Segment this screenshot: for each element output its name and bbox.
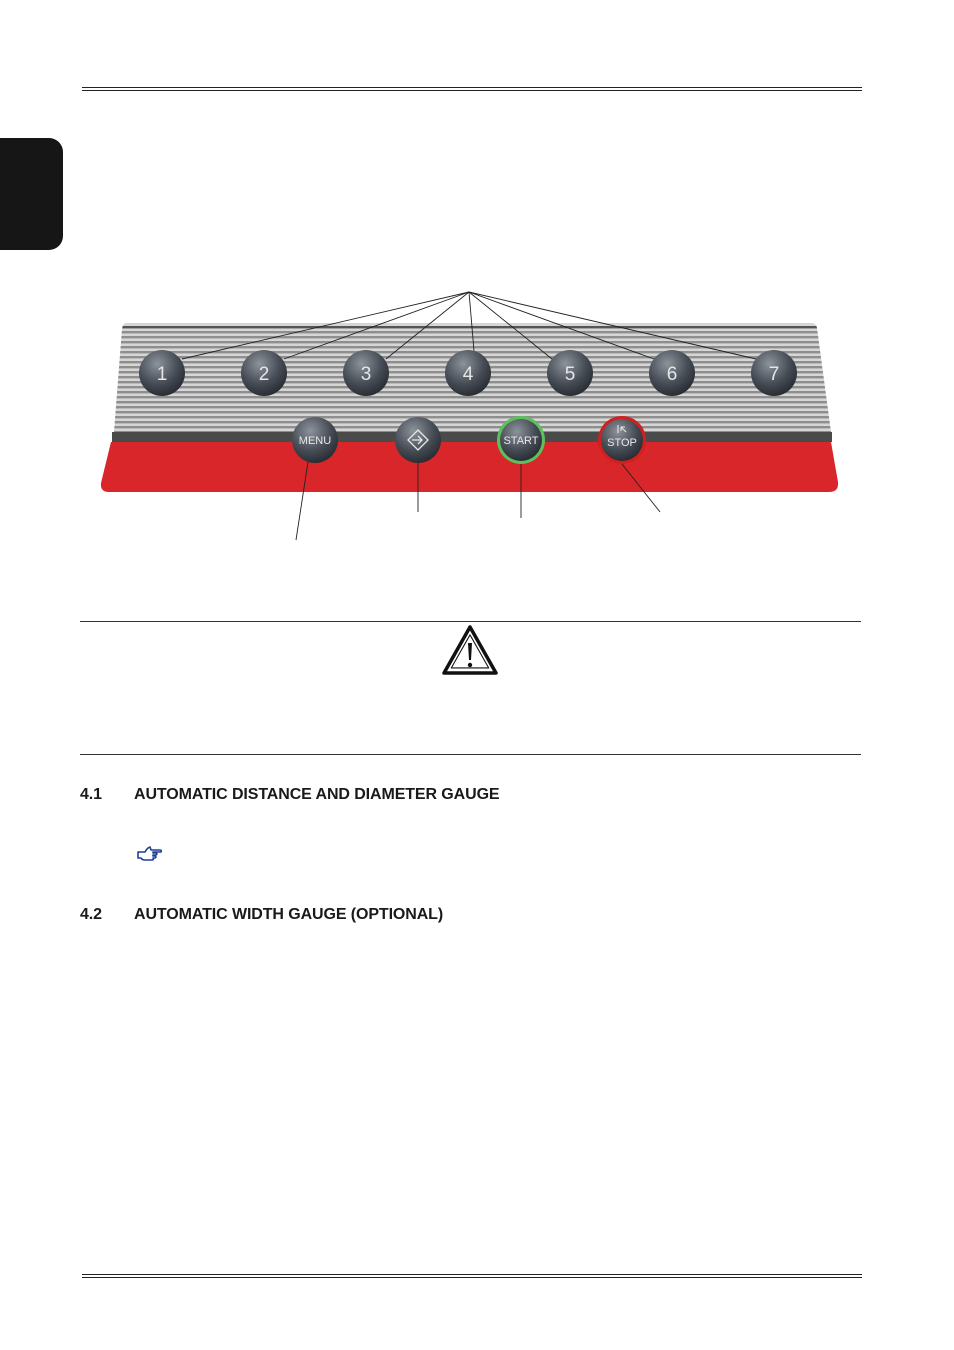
number-key-4[interactable] bbox=[445, 350, 491, 396]
start-button[interactable] bbox=[497, 416, 545, 464]
warning-triangle-icon bbox=[441, 624, 499, 676]
section-number: 4.1 bbox=[80, 786, 102, 803]
number-key-label: 4 bbox=[462, 364, 474, 385]
number-key-label: 1 bbox=[156, 364, 168, 385]
section-title: AUTOMATIC WIDTH GAUGE (OPTIONAL) bbox=[134, 906, 444, 923]
section-title: AUTOMATIC DISTANCE AND DIAMETER GAUGE bbox=[134, 786, 500, 803]
number-key-5[interactable] bbox=[547, 350, 593, 396]
menu-button[interactable] bbox=[292, 417, 338, 463]
control-panel-illustration bbox=[0, 0, 954, 560]
number-key-label: 7 bbox=[768, 364, 780, 385]
panel-red-band bbox=[101, 442, 838, 492]
section-heading-4-2 bbox=[80, 906, 443, 924]
enter-button[interactable] bbox=[395, 417, 441, 463]
warning-rule-bottom bbox=[80, 754, 861, 755]
footer-rule bbox=[82, 1274, 862, 1278]
menu-label: MENU bbox=[298, 435, 332, 447]
warning-rule-top bbox=[80, 621, 861, 622]
number-key-label: 6 bbox=[666, 364, 678, 385]
section-heading-4-1 bbox=[80, 786, 499, 804]
number-key-label: 5 bbox=[564, 364, 576, 385]
start-label: START bbox=[503, 435, 539, 447]
stop-label: STOP bbox=[607, 437, 637, 449]
number-key-1[interactable] bbox=[139, 350, 185, 396]
number-key-6[interactable] bbox=[649, 350, 695, 396]
stop-button[interactable] bbox=[598, 416, 646, 464]
number-key-label: 2 bbox=[258, 364, 270, 385]
number-key-7[interactable] bbox=[751, 350, 797, 396]
section-number: 4.2 bbox=[80, 906, 102, 923]
number-key-label: 3 bbox=[360, 364, 372, 385]
number-key-2[interactable] bbox=[241, 350, 287, 396]
number-key-3[interactable] bbox=[343, 350, 389, 396]
panel-separator bbox=[112, 432, 832, 442]
pointing-hand-icon bbox=[136, 844, 162, 864]
